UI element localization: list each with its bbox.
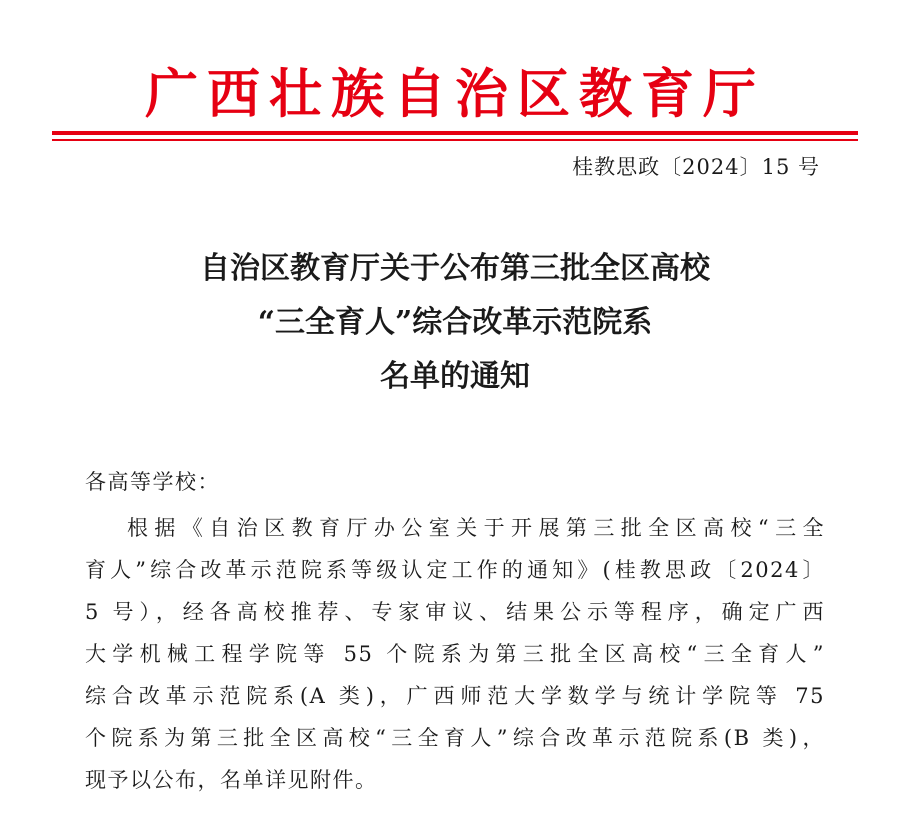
body-line-1: 根据《自治区教育厅办公室关于开展第三批全区高校“三全 (127, 516, 825, 540)
body-line-3: 5 号），经各高校推荐、专家审议、结果公示等程序，确定广西 (85, 600, 825, 624)
body-line-2: 育人”综合改革示范院系等级认定工作的通知》(桂教思政〔2024〕 (85, 558, 825, 582)
body-line-7: 现予以公布，名单详见附件。 (85, 768, 378, 792)
red-header-rule-thick (52, 131, 858, 135)
red-header-rule-thin (52, 139, 858, 141)
body-line-5: 综合改革示范院系(A 类)，广西师范大学数学与统计学院等 75 (85, 684, 825, 708)
title-line-2: “三全育人”综合改革示范院系 (257, 305, 653, 340)
title-line-3: 名单的通知 (380, 359, 530, 394)
body-line-4: 大学机械工程学院等 55 个院系为第三批全区高校“三全育人” (85, 642, 825, 666)
agency-header: 广西壮族自治区教育厅 (145, 63, 765, 125)
document-number: 桂教思政〔2024〕15 号 (572, 155, 820, 179)
title-line-1: 自治区教育厅关于公布第三批全区高校 (200, 251, 710, 286)
body-paragraph (85, 507, 825, 801)
body-line-6: 个院系为第三批全区高校“三全育人”综合改革示范院系(B 类)， (85, 726, 825, 750)
addressee: 各高等学校： (85, 470, 220, 494)
document-title (0, 242, 910, 404)
